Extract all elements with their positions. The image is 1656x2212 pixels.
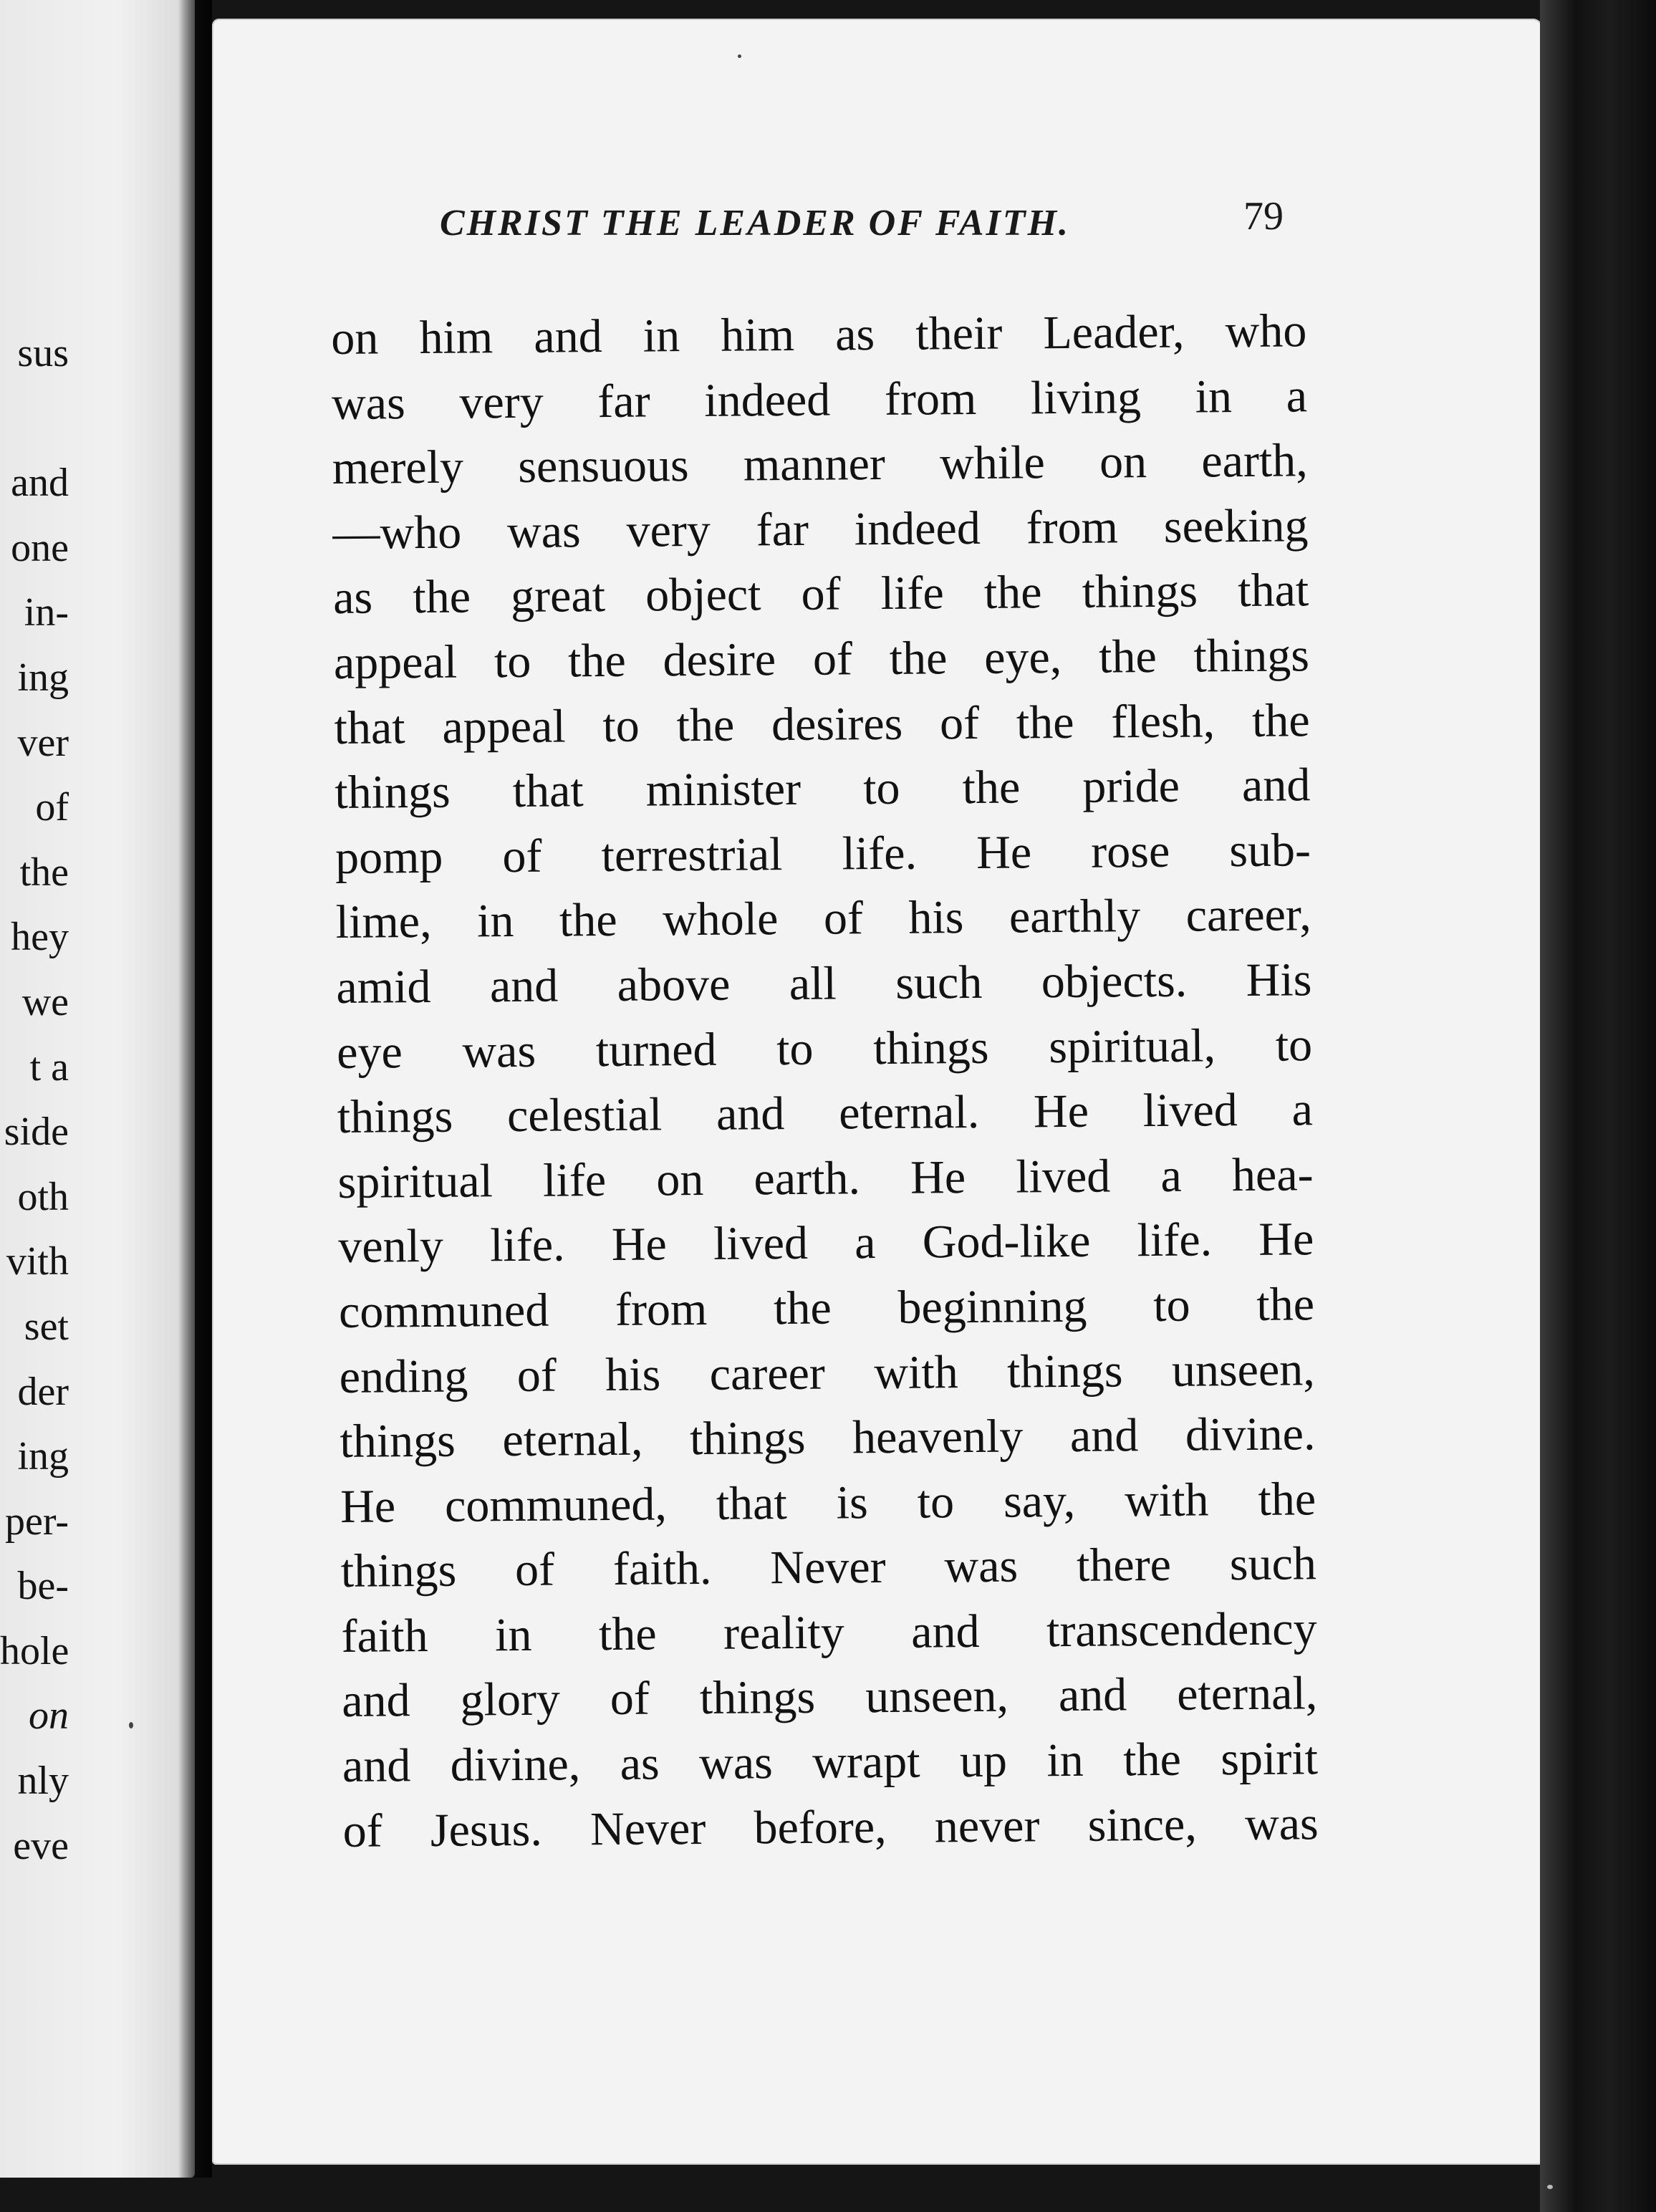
body-text-line: that appeal to the desires of the flesh, the <box>334 693 1310 754</box>
body-text-line: eye was turned to things spiritual, to <box>336 1018 1313 1079</box>
left-page-line-fragment: hole <box>0 1628 69 1673</box>
left-page-fragment <box>0 0 195 2178</box>
paper-speck <box>129 1722 133 1728</box>
running-head: CHRIST THE LEADER OF FAITH. <box>440 203 1071 244</box>
body-text-line: He communed, that is to say, with the <box>340 1472 1316 1533</box>
paper-speck <box>738 54 741 58</box>
body-text-line: communed from the beginning to the <box>338 1278 1315 1338</box>
body-text-line: venly life. He lived a God-like life. He <box>338 1213 1314 1274</box>
body-text-line: spiritual life on earth. He lived a hea- <box>337 1148 1314 1208</box>
left-page-line-fragment: per- <box>4 1499 69 1544</box>
left-page-line-fragment: sus <box>17 331 69 375</box>
body-text-line: pomp of terrestrial life. He rose sub- <box>334 824 1311 884</box>
body-text-line: things eternal, things heavenly and divine. <box>340 1408 1316 1468</box>
left-page-line-fragment: of <box>35 785 69 830</box>
gutter-shadow <box>178 0 212 2178</box>
body-text-line: and divine, as was wrapt up in the spirit <box>342 1732 1319 1792</box>
left-page-line-fragment: ing <box>17 655 69 700</box>
body-text-line: things that minister to the pride and <box>334 759 1311 819</box>
left-page-line-fragment: side <box>4 1110 69 1155</box>
left-page-line-fragment: and <box>11 461 69 506</box>
body-text-line: lime, in the whole of his earthly career, <box>335 888 1311 949</box>
book-edge <box>1540 0 1656 2212</box>
body-text-line: and glory of things unseen, and eternal, <box>342 1667 1318 1728</box>
body-text-line: faith in the reality and transcendency <box>341 1602 1317 1663</box>
left-page-line-fragment: der <box>17 1369 69 1414</box>
left-page-line-fragment: be- <box>17 1564 69 1609</box>
body-text-line: merely sensuous manner while on earth, <box>332 434 1309 495</box>
left-page-line-fragment: ver <box>17 720 69 765</box>
body-text-line: appeal to the desire of the eye, the things <box>333 629 1310 689</box>
left-page-line-fragment: vith <box>6 1239 69 1284</box>
left-page-line-fragment: hey <box>11 915 69 960</box>
body-text-line: ending of his career with things unseen, <box>339 1342 1315 1403</box>
left-page-line-fragment: we <box>21 979 69 1024</box>
left-page-line-fragment: oth <box>17 1174 69 1219</box>
body-text-line: —who was very far indeed from seeking <box>332 499 1309 559</box>
body-text-line: on him and in him as their Leader, who <box>331 304 1307 365</box>
left-page-line-fragment: t a <box>29 1044 69 1090</box>
paper-speck <box>1547 2185 1553 2189</box>
body-text-line: of Jesus. Never before, never since, was <box>342 1797 1319 1857</box>
left-page-line-fragment: in- <box>24 590 69 635</box>
body-text-line: things celestial and eternal. He lived a <box>337 1083 1314 1144</box>
left-page-line-fragment: ing <box>17 1434 69 1479</box>
body-text-line: as the great object of life the things that <box>332 564 1309 625</box>
body-text-line: was very far indeed from living in a <box>331 369 1308 430</box>
body-text <box>331 299 1319 1864</box>
left-page-line-fragment: one <box>11 525 69 570</box>
body-text-line: things of faith. Never was there such <box>340 1537 1317 1598</box>
left-page-line-fragment: on <box>29 1693 69 1739</box>
left-page-line-fragment <box>0 386 69 451</box>
left-page-text-column <box>0 321 69 1878</box>
left-page-line-fragment: eve <box>13 1823 69 1868</box>
left-page-line-fragment: nly <box>17 1759 69 1804</box>
left-page-line-fragment: set <box>24 1304 69 1349</box>
page-number: 79 <box>1243 194 1284 239</box>
body-text-line: amid and above all such objects. His <box>336 953 1312 1014</box>
left-page-line-fragment: the <box>19 850 69 895</box>
